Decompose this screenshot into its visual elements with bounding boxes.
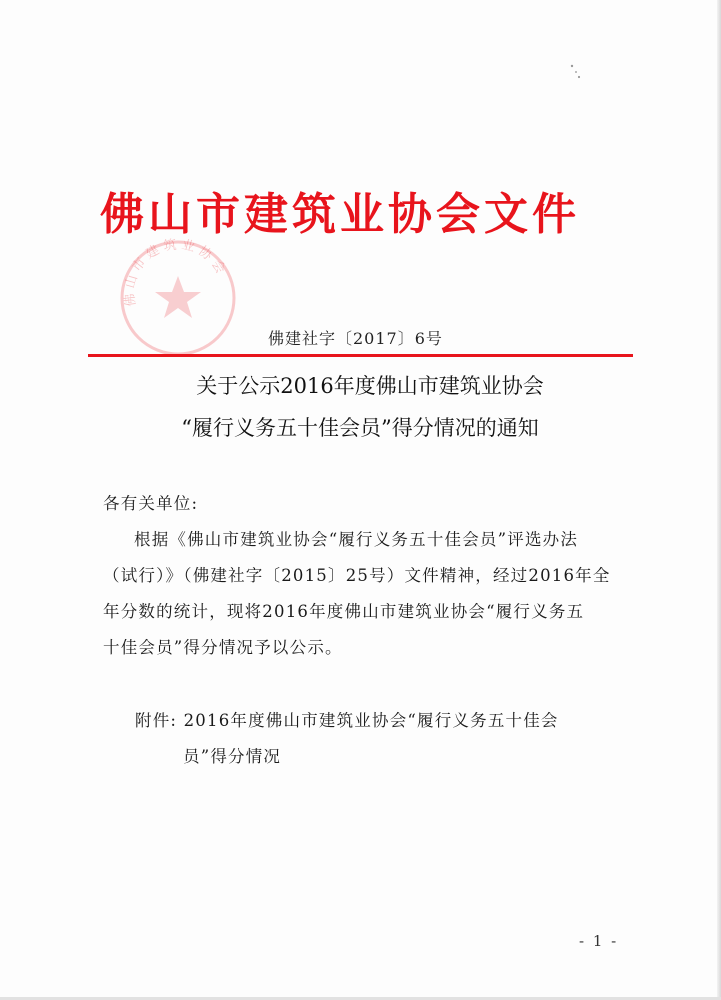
body-line-2: （试行）》（佛建社字〔2015〕25号）文件精神，经过2016年全 [103,566,611,585]
attachment-line-2: 员”得分情况 [183,747,282,766]
attachment-line-1: 附件: 2016年度佛山市建筑业协会“履行义务五十佳会 [135,711,559,730]
body-line-4: 十佳会员”得分情况予以公示。 [103,638,343,657]
document-header-title: 佛山市建筑业协会文件 [100,189,580,240]
body-line-3: 年分数的统计，现将2016年度佛山市建筑业协会“履行义务五 [103,602,585,621]
scan-speck-mark [568,62,582,80]
notice-title-line-2: “履行义务五十佳会员”得分情况的通知 [181,416,539,440]
page-edge-shadow [717,0,721,1000]
document-number: 佛建社字〔2017〕6号 [268,329,443,348]
notice-title-line-1: 关于公示2016年度佛山市建筑业协会 [196,374,544,398]
red-seal-stamp-icon [118,238,238,358]
salutation: 各有关单位: [103,494,199,513]
header-red-rule [88,354,633,357]
seal-text: 佛山市建筑业协会 [122,238,230,308]
body-line-1: 根据《佛山市建筑业协会“履行义务五十佳会员”评选办法 [134,530,579,549]
page-number: - 1 - [579,932,619,950]
